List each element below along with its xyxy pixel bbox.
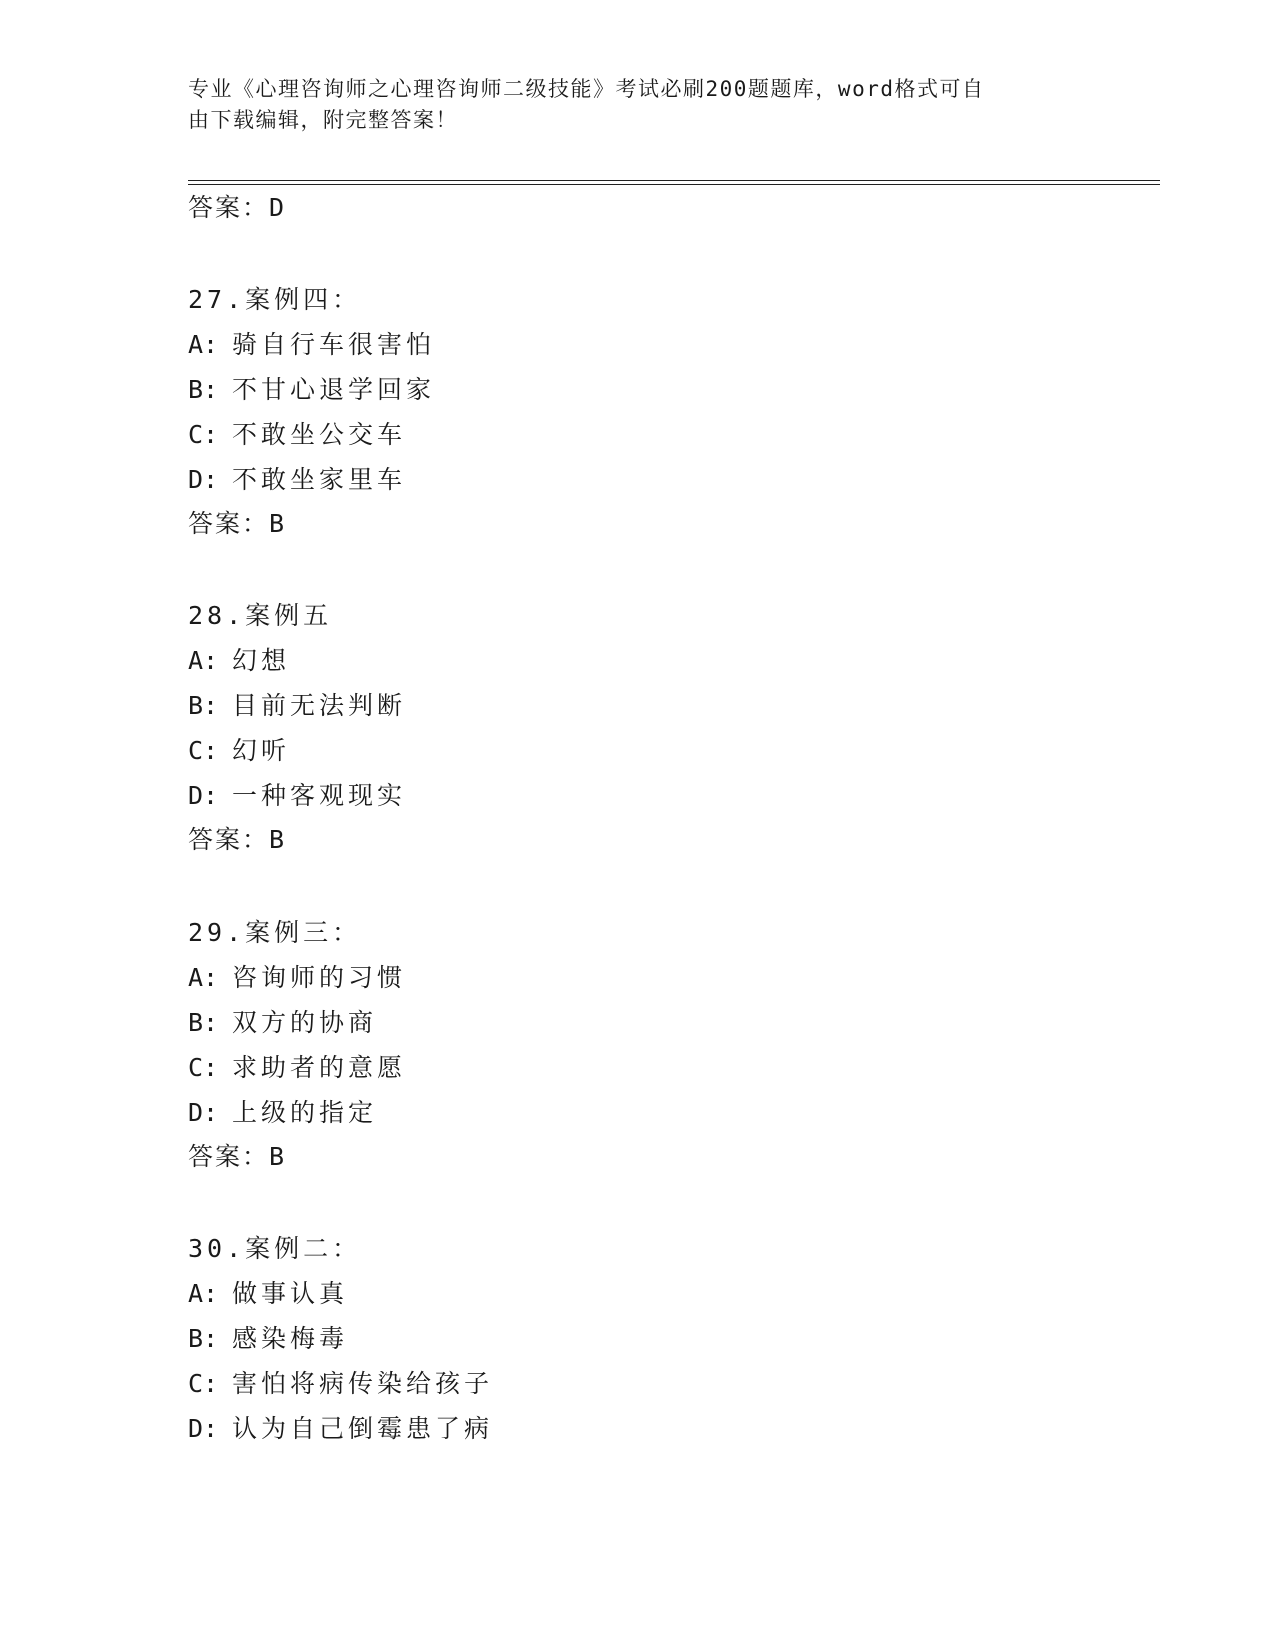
header-line-2: 由下载编辑，附完整答案！ [188,108,458,132]
option-key: D: [188,1414,219,1443]
option-line [188,1367,493,1401]
option-key: B: [188,1008,219,1037]
option-line [188,644,290,678]
header-divider-top [188,180,1160,181]
option-key: A: [188,330,219,359]
option-line [188,463,406,497]
option-line [188,1412,493,1446]
option-key: B: [188,1324,219,1353]
option-text: 目前无法判断 [232,691,407,720]
option-text: 骑自行车很害怕 [232,330,436,359]
option-line [188,1322,348,1356]
answer-line: 答案：D [188,193,287,222]
question-title: 27.案例四： [188,285,362,314]
option-text: 认为自己倒霉患了病 [232,1414,494,1443]
question-title: 30.案例二： [188,1234,362,1263]
option-line [188,779,406,813]
option-line [188,961,406,995]
option-line [188,689,406,723]
option-key: B: [188,691,219,720]
option-key: A: [188,963,219,992]
answer-line: 答案：B [188,825,287,854]
option-text: 咨询师的习惯 [232,963,407,992]
option-key: C: [188,1369,219,1398]
option-line [188,328,435,362]
option-text: 求助者的意愿 [232,1053,407,1082]
answer-line: 答案：B [188,509,287,538]
document-header [188,74,1068,136]
option-key: D: [188,465,219,494]
option-text: 不敢坐公交车 [232,420,407,449]
option-text: 做事认真 [232,1279,349,1308]
option-line [188,1277,348,1311]
answer-line: 答案：B [188,1142,287,1171]
option-text: 双方的协商 [232,1008,378,1037]
option-text: 不甘心退学回家 [232,375,436,404]
option-text: 幻听 [232,736,291,765]
question-title: 29.案例三： [188,918,362,947]
option-line [188,1006,377,1040]
option-line [188,734,290,768]
option-text: 感染梅毒 [232,1324,349,1353]
option-line [188,373,435,407]
option-line [188,1096,377,1130]
option-key: A: [188,646,219,675]
question-title: 28.案例五 [188,601,333,630]
option-key: C: [188,420,219,449]
option-key: D: [188,781,219,810]
option-key: C: [188,736,219,765]
option-text: 一种客观现实 [232,781,407,810]
header-divider-bottom [188,184,1160,185]
option-text: 幻想 [232,646,291,675]
option-line [188,418,406,452]
option-key: A: [188,1279,219,1308]
header-line-1: 专业《心理咨询师之心理咨询师二级技能》考试必刷200题题库，word格式可自 [188,77,985,101]
option-key: D: [188,1098,219,1127]
option-text: 不敢坐家里车 [232,465,407,494]
option-key: B: [188,375,219,404]
option-text: 害怕将病传染给孩子 [232,1369,494,1398]
option-text: 上级的指定 [232,1098,378,1127]
option-line [188,1051,406,1085]
option-key: C: [188,1053,219,1082]
